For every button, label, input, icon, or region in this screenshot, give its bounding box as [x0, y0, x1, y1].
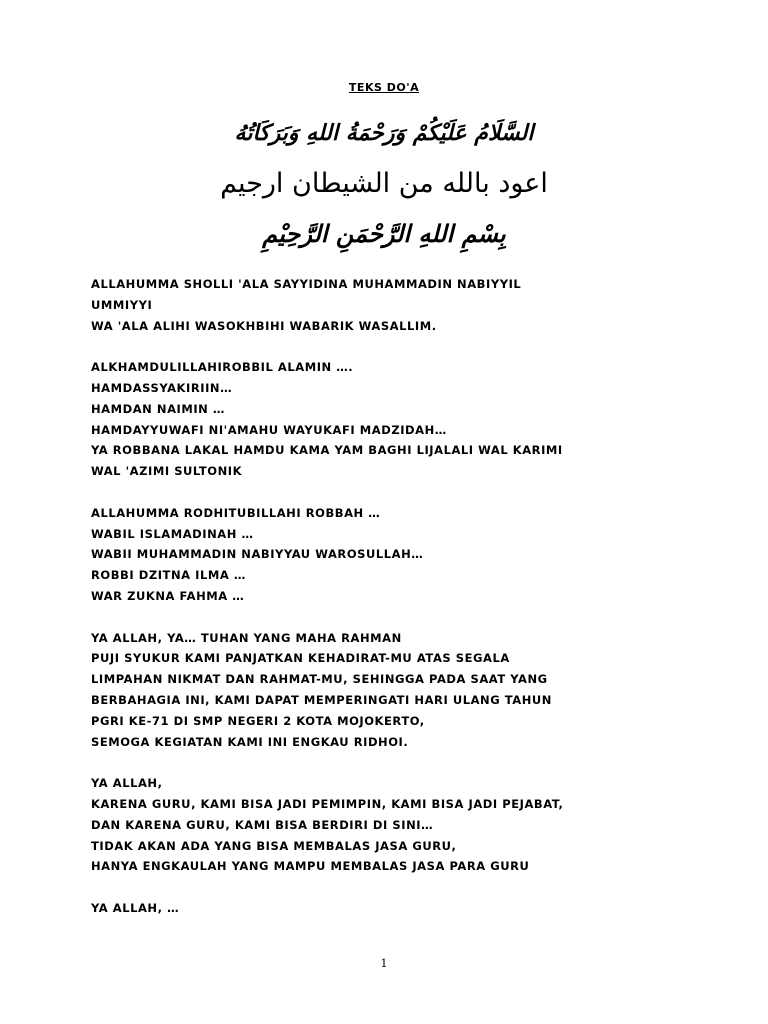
text-line: HAMDASSYAKIRIIN…: [91, 380, 233, 395]
text-line: SEMOGA KEGIATAN KAMI INI ENGKAU RIDHOI.: [91, 734, 409, 749]
text-line: PUJI SYUKUR KAMI PANJATKAN KEHADIRAT-MU ATAS SEGALA: [91, 651, 510, 666]
paragraph: [91, 357, 711, 482]
text-line: DAN KARENA GURU, KAMI BISA BERDIRI DI SINI…: [91, 817, 434, 832]
text-line: HAMDAYYUWAFI NI'AMAHU WAYUKAFI MADZIDAH…: [91, 422, 447, 437]
paragraph-gap: [91, 336, 711, 357]
text-line: WABIL ISLAMADINAH …: [91, 526, 254, 541]
paragraph: [91, 503, 711, 607]
text-line: UMMIYYI: [91, 297, 153, 312]
text-line: ALLAHUMMA RODHITUBILLAHI ROBBAH …: [91, 505, 381, 520]
text-line: WABII MUHAMMADIN NABIYYAU WAROSULLAH…: [91, 547, 424, 562]
text-line: YA ALLAH, …: [91, 900, 180, 915]
paragraph-gap: [91, 482, 711, 503]
text-line: PGRI KE-71 DI SMP NEGERI 2 KOTA MOJOKERTO,: [91, 713, 425, 728]
paragraph-gap: [91, 607, 711, 628]
text-line: HAMDAN NAIMIN …: [91, 401, 225, 416]
text-line: WAR ZUKNA FAHMA …: [91, 588, 245, 603]
paragraph: [91, 898, 711, 919]
text-line: LIMPAHAN NIKMAT DAN RAHMAT-MU, SEHINGGA PADA SAAT YANG: [91, 672, 548, 687]
text-line: ROBBI DZITNA ILMA …: [91, 568, 246, 583]
arabic-taawudz: اعود بالله من الشيطان ارجيم: [220, 168, 548, 199]
paragraph: [91, 773, 711, 877]
prayer-body: [91, 274, 711, 919]
arabic-greeting: السَّلَامُ عَلَيْكُمْ وَرَحْمَةُ اللهِ وَبَرَكَاتُهُ: [234, 121, 534, 146]
paragraph-gap: [91, 877, 711, 898]
text-line: TIDAK AKAN ADA YANG BISA MEMBALAS JASA GURU,: [91, 838, 457, 853]
arabic-basmalah: بِسْمِ اللهِ الرَّحْمَنِ الرَّحِيْمِ: [262, 220, 506, 248]
text-line: HANYA ENGKAULAH YANG MAMPU MEMBALAS JASA PARA GURU: [91, 859, 530, 874]
text-line: BERBAHAGIA INI, KAMI DAPAT MEMPERINGATI HARI ULANG TAHUN: [91, 692, 552, 707]
text-line: ALLAHUMMA SHOLLI 'ALA SAYYIDINA MUHAMMADIN NABIYYIL: [91, 277, 522, 291]
text-line: KARENA GURU, KAMI BISA JADI PEMIMPIN, KAMI BISA JADI PEJABAT,: [91, 796, 564, 811]
paragraph-gap: [91, 752, 711, 773]
text-line: YA ALLAH, YA… TUHAN YANG MAHA RAHMAN: [91, 630, 402, 645]
text-line: WAL 'AZIMI SULTONIK: [91, 464, 243, 479]
text-line: WA 'ALA ALIHI WASOKHBIHI WABARIK WASALLIM.: [91, 318, 437, 333]
text-line: YA ALLAH,: [91, 776, 163, 791]
text-line: ALKHAMDULILLAHIROBBIL ALAMIN ….: [91, 360, 354, 375]
paragraph: [91, 628, 711, 753]
page-title: TEKS DO'A: [348, 81, 420, 94]
paragraph: [91, 274, 711, 336]
page-number: 1: [380, 957, 388, 970]
text-line: YA ROBBANA LAKAL HAMDU KAMA YAM BAGHI LIJALALI WAL KARIMI: [91, 443, 563, 458]
